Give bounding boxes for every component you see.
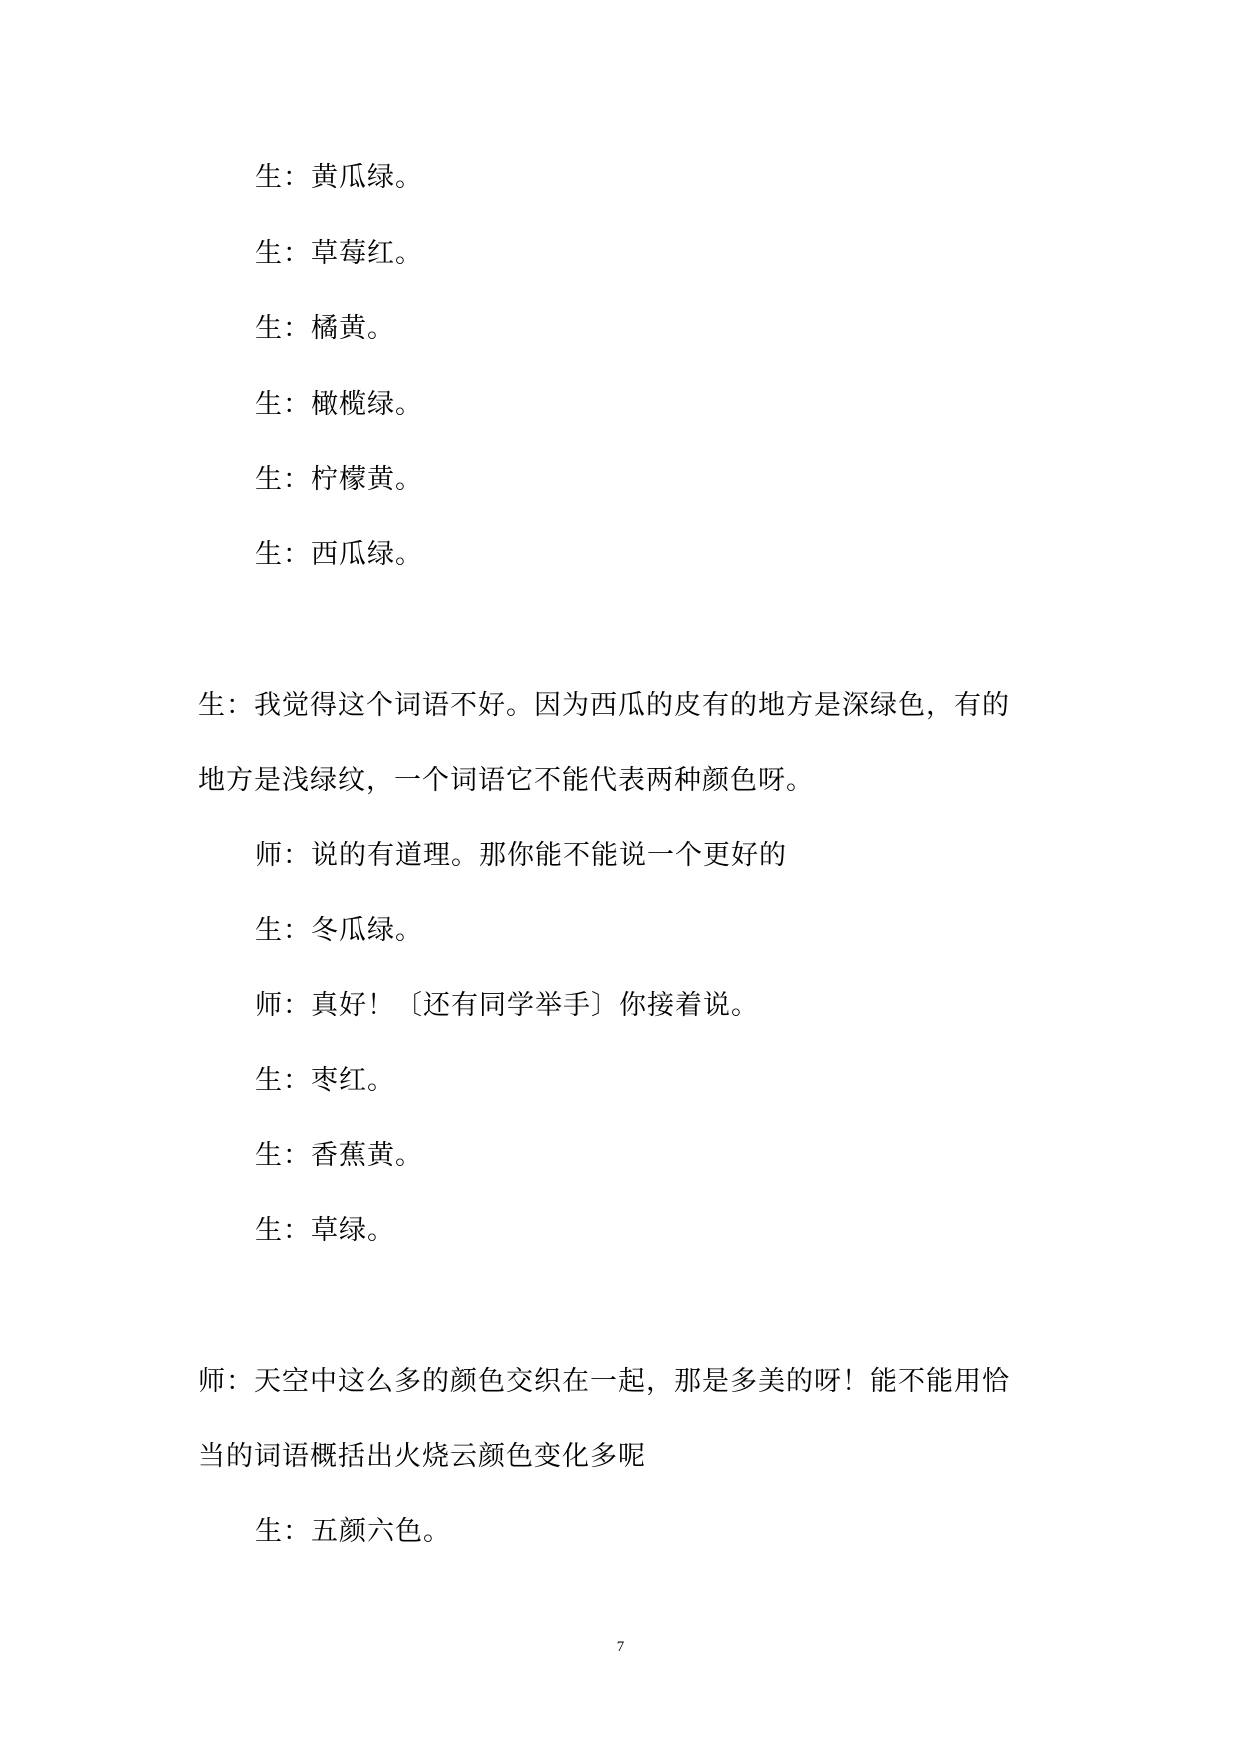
- dialogue-line: 生：枣红。: [255, 1065, 395, 1096]
- paragraph-line: 当的词语概括出火烧云颜色变化多呢: [198, 1441, 646, 1472]
- dialogue-line: 生：橘黄。: [255, 313, 395, 344]
- dialogue-line: 生：柠檬黄。: [255, 464, 423, 495]
- dialogue-line: 师：真好！〔还有同学举手〕你接着说。: [255, 990, 759, 1021]
- dialogue-line: 生：香蕉黄。: [255, 1140, 423, 1171]
- dialogue-line: 生：西瓜绿。: [255, 539, 423, 570]
- paragraph-line: 师：天空中这么多的颜色交织在一起，那是多美的呀！能不能用恰: [198, 1366, 1010, 1397]
- page-number: 7: [616, 1639, 625, 1655]
- dialogue-line: 生：冬瓜绿。: [255, 915, 423, 946]
- dialogue-line: 师：说的有道理。那你能不能说一个更好的: [255, 840, 787, 871]
- dialogue-line: 生：草绿。: [255, 1215, 395, 1246]
- dialogue-line: 生：五颜六色。: [255, 1516, 451, 1547]
- paragraph-line: 地方是浅绿纹，一个词语它不能代表两种颜色呀。: [198, 765, 814, 796]
- dialogue-line: 生：橄榄绿。: [255, 389, 423, 420]
- paragraph-line: 生：我觉得这个词语不好。因为西瓜的皮有的地方是深绿色，有的: [198, 690, 1010, 721]
- dialogue-line: 生：草莓红。: [255, 238, 423, 269]
- dialogue-line: 生：黄瓜绿。: [255, 162, 423, 193]
